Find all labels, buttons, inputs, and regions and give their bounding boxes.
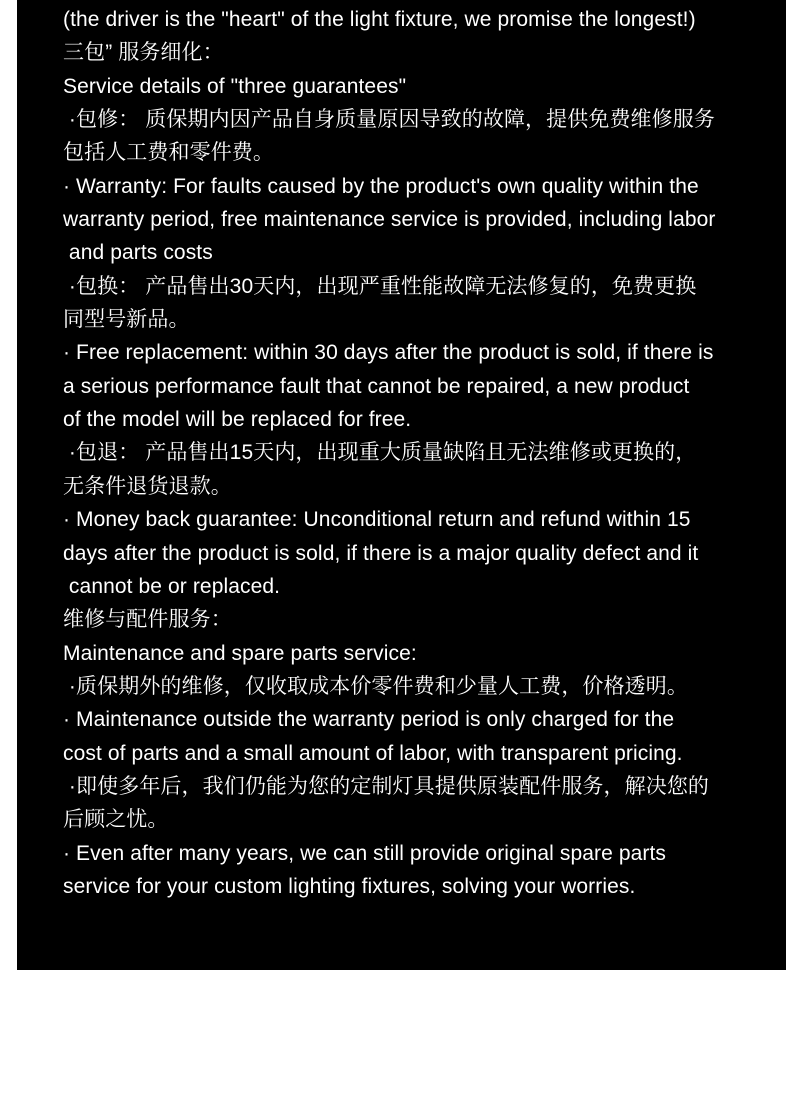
replacement-en-line-1: · Free replacement: within 30 days after the product is sold, if there is bbox=[63, 341, 714, 365]
maintenance-en-line-1: · Maintenance outside the warranty period is only charged for the bbox=[63, 708, 675, 732]
warranty-service-text-panel bbox=[17, 0, 786, 970]
replacement-zh-line-1: ·包换： 产品售出30天内，出现严重性能故障无法修复的，免费更换 bbox=[63, 274, 697, 298]
three-guarantees-heading-en: Service details of "three guarantees" bbox=[63, 74, 407, 98]
warranty-en-line-1: · Warranty: For faults caused by the product's own quality within the bbox=[63, 174, 699, 198]
replacement-zh-line-2: 同型号新品。 bbox=[63, 308, 190, 332]
spare-parts-en-line-1: · Even after many years, we can still provide original spare parts bbox=[63, 841, 667, 865]
maintenance-en-line-2: cost of parts and a small amount of labor, with transparent pricing. bbox=[63, 741, 683, 765]
replacement-en-line-2: a serious performance fault that cannot be repaired, a new product bbox=[63, 374, 690, 398]
three-guarantees-heading-zh: 三包” 服务细化： bbox=[63, 41, 224, 65]
refund-zh-line-1: ·包退： 产品售出15天内，出现重大质量缺陷且无法维修或更换的， bbox=[63, 441, 697, 465]
warranty-zh-line-2: 包括人工费和零件费。 bbox=[63, 141, 274, 165]
spare-parts-zh-line-1: ·即使多年后，我们仍能为您的定制灯具提供原装配件服务，解决您的 bbox=[63, 774, 710, 798]
spare-parts-en-line-2: service for your custom lighting fixtures, solving your worries. bbox=[63, 874, 636, 898]
replacement-en-line-3: of the model will be replaced for free. bbox=[63, 408, 412, 432]
maintenance-heading-en: Maintenance and spare parts service: bbox=[63, 641, 417, 665]
intro-driver-promise-line: (the driver is the "heart" of the light fixture, we promise the longest!) bbox=[63, 8, 696, 31]
maintenance-zh-line-1: ·质保期外的维修，仅收取成本价零件费和少量人工费，价格透明。 bbox=[63, 674, 688, 698]
warranty-zh-line-1: ·包修： 质保期内因产品自身质量原因导致的故障，提供免费维修服务 bbox=[63, 108, 715, 132]
maintenance-heading-zh: 维修与配件服务： bbox=[63, 608, 232, 632]
refund-en-line-2: days after the product is sold, if there is a major quality defect and it bbox=[63, 541, 699, 565]
refund-zh-line-2: 无条件退货退款。 bbox=[63, 474, 232, 498]
spare-parts-zh-line-2: 后顾之忧。 bbox=[63, 808, 169, 832]
refund-en-line-1: · Money back guarantee: Unconditional return and refund within 15 bbox=[63, 508, 691, 532]
warranty-en-line-2: warranty period, free maintenance service is provided, including labor bbox=[63, 208, 716, 232]
warranty-en-line-3: and parts costs bbox=[63, 241, 213, 265]
refund-en-line-3: cannot be or replaced. bbox=[63, 574, 281, 598]
